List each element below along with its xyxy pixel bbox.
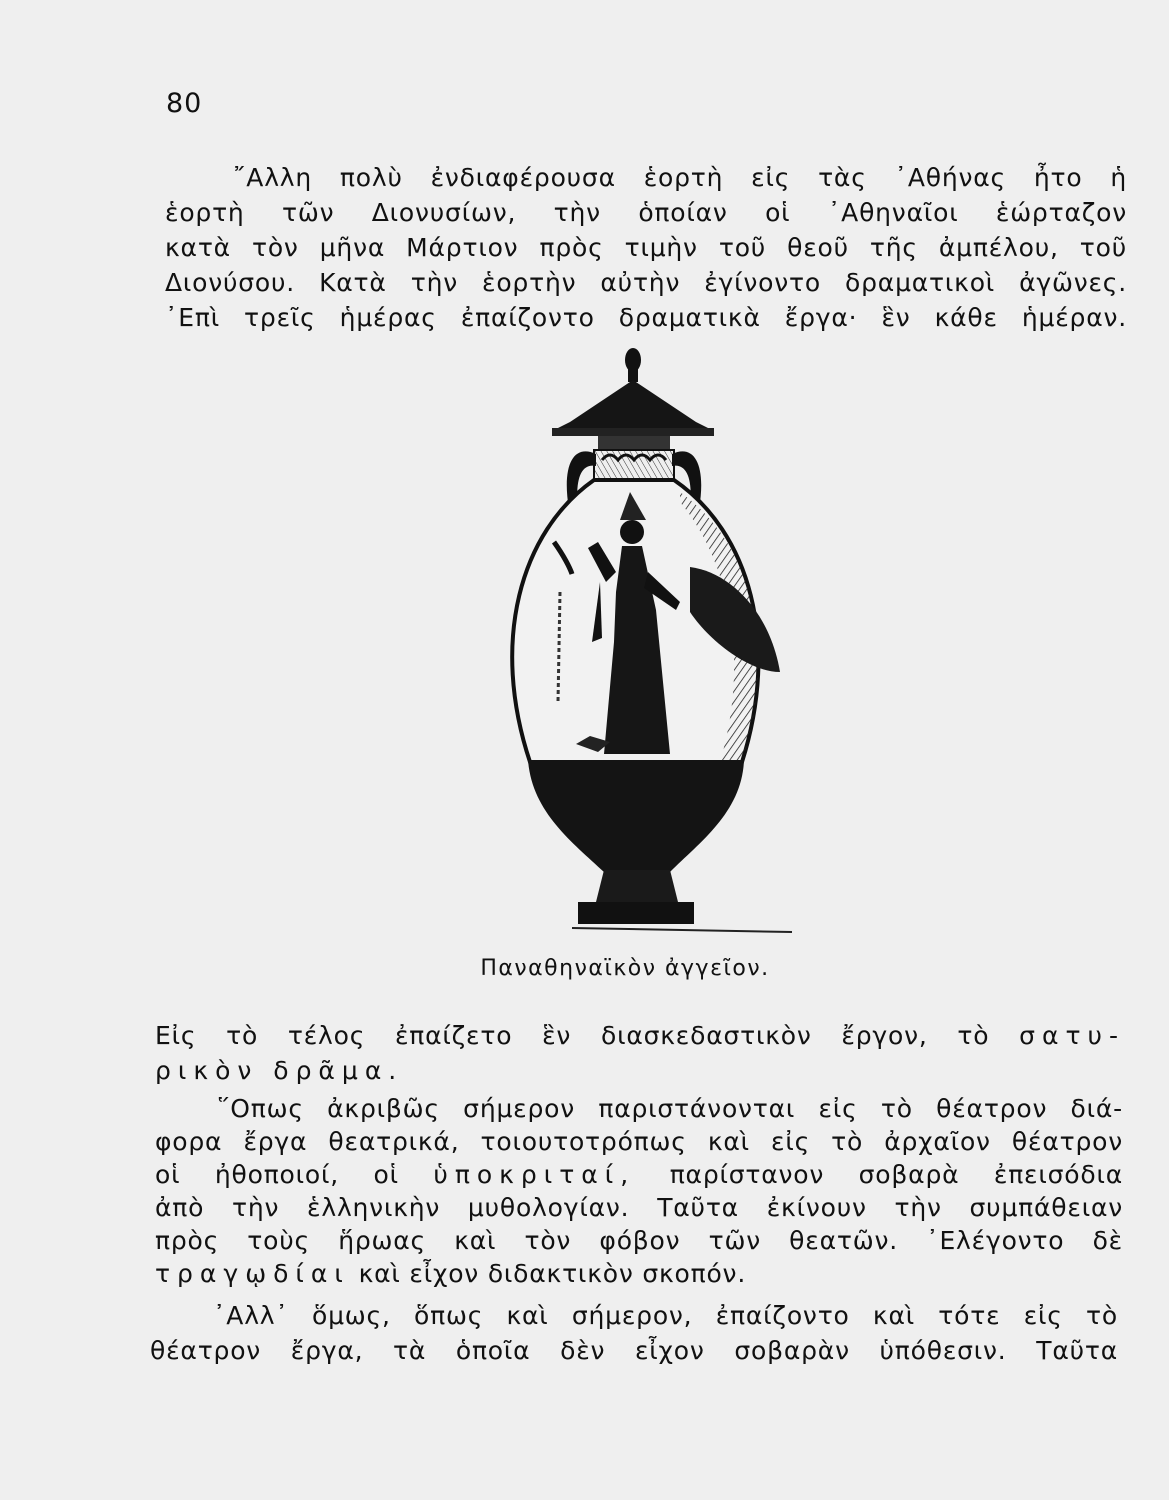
text-line	[155, 1018, 1125, 1053]
text-line	[155, 1158, 1123, 1191]
text-line	[155, 1053, 1125, 1088]
paragraph-comedy	[150, 1298, 1118, 1368]
text-line: ἑορτὴ τῶν Διονυσίων, τὴν ὁποίαν οἱ ᾿Αθηναῖοι ἑώρταζον	[165, 198, 1127, 227]
text-line: πρὸς τοὺς ἥρωας καὶ τὸν φόβον τῶν θεατῶν. ᾿Ελέγοντο δὲ	[155, 1226, 1123, 1255]
text-line: θέατρον ἔργα, τὰ ὁποῖα δὲν εἶχον σοβαρὰν ὑπόθεσιν. Ταῦτα	[150, 1336, 1118, 1365]
amphora-icon	[480, 342, 810, 947]
text-line: κατὰ τὸν μῆνα Μάρτιον πρὸς τιμὴν τοῦ θεοῦ τῆς ἀμπέλου, τοῦ	[165, 233, 1127, 262]
spaced-term: σατυ-	[1019, 1021, 1125, 1050]
text-line: Διονύσου. Κατὰ τὴν ἑορτὴν αὐτὴν ἐγίνοντο δραματικοὶ ἀγῶνες.	[165, 268, 1127, 297]
text-segment: καὶ εἶχον διδακτικὸν σκοπόν.	[358, 1259, 747, 1288]
paragraph-dionysia	[165, 160, 1127, 335]
paragraph-tragedy	[155, 1092, 1123, 1290]
text-line: ῎Αλλη πολὺ ἐνδιαφέρουσα ἑορτὴ εἰς τὰς ᾿Αθήνας ἦτο ἡ	[233, 163, 1127, 192]
text-segment: παρίστανον σοβαρὰ ἐπεισόδια	[669, 1160, 1124, 1189]
page-number: 80	[166, 88, 203, 119]
text-segment: οἱ ἠθοποιοί, οἱ	[155, 1160, 399, 1189]
text-line: φορα ἔργα θεατρικά, τοιουτοτρόπως καὶ εἰς τὸ ἀρχαῖον θέατρον	[155, 1127, 1123, 1156]
spaced-term: ὑποκριταί,	[433, 1160, 636, 1189]
figure-caption: Παναθηναϊκὸν ἀγγεῖον.	[480, 956, 770, 981]
spaced-term: ρικὸν δρᾶμα.	[155, 1056, 404, 1085]
paragraph-satyr-play	[155, 1018, 1125, 1088]
panathenaic-amphora-illustration	[480, 342, 810, 947]
text-segment: Εἰς τὸ τέλος ἐπαίζετο ἓν διασκεδαστικὸν ἔργον, τὸ	[155, 1021, 990, 1050]
text-line: ἀπὸ τὴν ἑλληνικὴν μυθολογίαν. Ταῦτα ἐκίνουν τὴν συμπάθειαν	[155, 1193, 1123, 1222]
text-line: ῞Οπως ἀκριβῶς σήμερον παριστάνονται εἰς τὸ θέατρον διά-	[217, 1094, 1123, 1123]
text-line	[155, 1257, 1123, 1290]
text-line: ᾿Επὶ τρεῖς ἡμέρας ἐπαίζοντο δραματικὰ ἔργα· ἓν κάθε ἡμέραν.	[165, 303, 1127, 332]
text-line: ᾿Αλλ᾿ ὅμως, ὅπως καὶ σήμερον, ἐπαίζοντο καὶ τότε εἰς τὸ	[213, 1301, 1118, 1330]
spaced-term: τραγῳδίαι	[155, 1259, 350, 1288]
